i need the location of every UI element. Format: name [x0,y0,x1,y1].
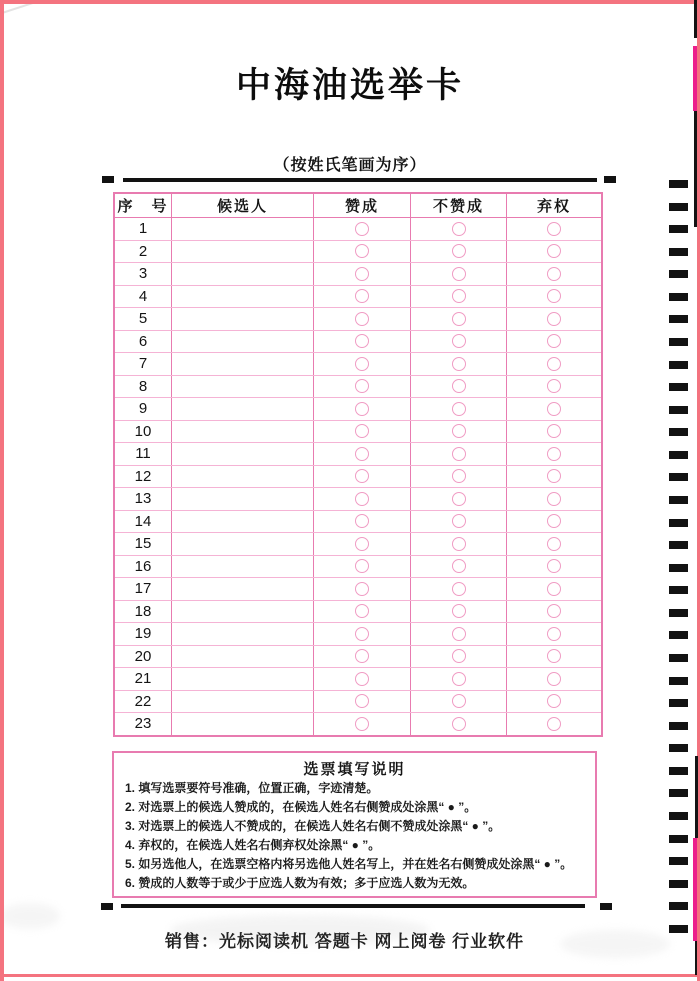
candidate-name-cell[interactable] [172,285,314,308]
bubble-approve[interactable] [355,222,369,236]
timing-mark [669,631,688,639]
approve-cell [314,690,411,713]
timing-mark [669,564,688,572]
timing-mark [669,473,688,481]
sync-bar-top [123,178,597,182]
candidate-name-cell[interactable] [172,578,314,601]
candidate-name-cell[interactable] [172,533,314,556]
bubble-approve[interactable] [355,424,369,438]
timing-mark [669,428,688,436]
bubble-abstain[interactable] [547,559,561,573]
bubble-approve[interactable] [355,334,369,348]
instruction-item: 3. 对选票上的候选人不赞成的，在候选人姓名右侧不赞成处涂黑“ ● ”。 [125,819,501,833]
disapprove-cell [411,600,507,623]
approve-cell [314,465,411,488]
disapprove-cell [411,218,507,241]
bubble-abstain[interactable] [547,469,561,483]
bubble-disapprove[interactable] [452,447,466,461]
abstain-cell [507,533,603,556]
timing-mark [669,293,688,301]
bubble-approve[interactable] [355,244,369,258]
abstain-cell [507,690,603,713]
table-row [114,645,602,668]
bubble-approve[interactable] [355,492,369,506]
bubble-abstain[interactable] [547,649,561,663]
timing-mark [669,654,688,662]
timing-mark [669,270,688,278]
bubble-abstain[interactable] [547,604,561,618]
bubble-abstain[interactable] [547,402,561,416]
disapprove-cell [411,690,507,713]
timing-mark [669,315,688,323]
candidate-name-cell[interactable] [172,443,314,466]
approve-cell [314,600,411,623]
timing-mark [669,835,688,843]
row-number: 20 [114,645,172,668]
row-number: 16 [114,555,172,578]
timing-mark [669,541,688,549]
bubble-disapprove[interactable] [452,649,466,663]
table-row [114,443,602,466]
candidate-name-cell[interactable] [172,510,314,533]
table-row [114,510,602,533]
candidate-name-cell[interactable] [172,398,314,421]
table-row [114,578,602,601]
table-row [114,330,602,353]
approve-cell [314,443,411,466]
bubble-abstain[interactable] [547,537,561,551]
timing-mark [669,586,688,594]
page-edge-top [0,0,700,4]
disapprove-cell [411,465,507,488]
header-abstain: 弃权 [507,193,603,218]
abstain-cell [507,375,603,398]
approve-cell [314,398,411,421]
approve-cell [314,330,411,353]
table-row [114,488,602,511]
approve-cell [314,488,411,511]
row-number: 15 [114,533,172,556]
candidate-name-cell[interactable] [172,555,314,578]
row-number: 22 [114,690,172,713]
bubble-abstain[interactable] [547,627,561,641]
bubble-abstain[interactable] [547,672,561,686]
approve-cell [314,353,411,376]
table-row [114,308,602,331]
row-number: 4 [114,285,172,308]
timing-mark [669,338,688,346]
timing-mark [669,699,688,707]
candidate-name-cell[interactable] [172,690,314,713]
table-row [114,623,602,646]
row-number: 2 [114,240,172,263]
bubble-approve[interactable] [355,447,369,461]
timing-mark [669,722,688,730]
abstain-cell [507,285,603,308]
bubble-disapprove[interactable] [452,424,466,438]
bubble-approve[interactable] [355,582,369,596]
timing-mark [669,180,688,188]
disapprove-cell [411,555,507,578]
abstain-cell [507,420,603,443]
header-disapprove: 不赞成 [411,193,507,218]
abstain-cell [507,555,603,578]
instruction-item: 1. 填写选票要符号准确，位置正确，字迹清楚。 [125,781,379,795]
table-row [114,285,602,308]
bubble-abstain[interactable] [547,424,561,438]
abstain-cell [507,623,603,646]
timing-mark [669,496,688,504]
sync-square-bottom-right [600,903,612,910]
approve-cell [314,263,411,286]
bubble-approve[interactable] [355,559,369,573]
table-row [114,465,602,488]
disapprove-cell [411,420,507,443]
bubble-disapprove[interactable] [452,537,466,551]
bubble-abstain[interactable] [547,357,561,371]
timing-mark [669,609,688,617]
disapprove-cell [411,578,507,601]
abstain-cell [507,600,603,623]
candidate-name-cell[interactable] [172,488,314,511]
approve-cell [314,713,411,736]
row-number: 6 [114,330,172,353]
bubble-approve[interactable] [355,649,369,663]
bubble-abstain[interactable] [547,289,561,303]
bubble-approve[interactable] [355,267,369,281]
sync-bar-bottom [121,904,585,908]
page-subtitle: （按姓氏笔画为序） [273,157,427,174]
bubble-disapprove[interactable] [452,402,466,416]
edge-segment-black [694,0,697,38]
bubble-approve[interactable] [355,469,369,483]
table-row [114,555,602,578]
page-edge-left [0,0,4,981]
bubble-disapprove[interactable] [452,627,466,641]
row-number: 9 [114,398,172,421]
instruction-item: 5. 如另选他人，在选票空格内将另选他人姓名写上，并在姓名右侧赞成处涂黑“ ● ”。 [125,857,573,871]
edge-segment-magenta [693,838,697,941]
timing-mark [669,248,688,256]
instruction-item: 2. 对选票上的候选人赞成的，在候选人姓名右侧赞成处涂黑“ ● ”。 [125,800,477,814]
approve-cell [314,510,411,533]
timing-mark [669,203,688,211]
abstain-cell [507,578,603,601]
row-number: 13 [114,488,172,511]
table-row [114,263,602,286]
bubble-disapprove[interactable] [452,469,466,483]
candidate-name-cell[interactable] [172,645,314,668]
bubble-abstain[interactable] [547,514,561,528]
timing-mark [669,767,688,775]
page-edge-bottom [0,974,700,977]
instructions-box [112,751,597,898]
candidate-name-cell[interactable] [172,420,314,443]
bubble-disapprove[interactable] [452,379,466,393]
abstain-cell [507,398,603,421]
candidate-name-cell[interactable] [172,330,314,353]
approve-cell [314,533,411,556]
header-candidate: 候选人 [172,193,314,218]
timing-mark [669,902,688,910]
bubble-abstain[interactable] [547,582,561,596]
abstain-cell [507,263,603,286]
bubble-approve[interactable] [355,537,369,551]
approve-cell [314,308,411,331]
bubble-approve[interactable] [355,312,369,326]
bubble-disapprove[interactable] [452,222,466,236]
bubble-abstain[interactable] [547,312,561,326]
bubble-approve[interactable] [355,694,369,708]
edge-segment-magenta [693,46,697,111]
edge-segment-black [695,941,697,975]
bubble-disapprove[interactable] [452,604,466,618]
disapprove-cell [411,533,507,556]
abstain-cell [507,218,603,241]
abstain-cell [507,488,603,511]
scan-artifact-smudge [560,930,670,958]
row-number: 23 [114,713,172,736]
timing-mark [669,812,688,820]
disapprove-cell [411,645,507,668]
disapprove-cell [411,398,507,421]
bubble-disapprove[interactable] [452,334,466,348]
disapprove-cell [411,713,507,736]
disapprove-cell [411,510,507,533]
bubble-abstain[interactable] [547,334,561,348]
footer-sales-line: 销售：光标阅读机 答题卡 网上阅卷 行业软件 [165,932,525,951]
candidate-name-cell[interactable] [172,668,314,691]
table-row [114,533,602,556]
approve-cell [314,578,411,601]
disapprove-cell [411,240,507,263]
approve-cell [314,668,411,691]
bubble-disapprove[interactable] [452,514,466,528]
candidate-name-cell[interactable] [172,353,314,376]
header-index: 序 号 [114,193,172,218]
bubble-abstain[interactable] [547,492,561,506]
table-body [114,218,602,736]
scan-artifact-smudge [0,903,60,929]
instructions-title: 选票填写说明 [303,761,406,778]
sync-square-bottom-left [101,903,113,910]
row-number: 21 [114,668,172,691]
candidate-name-cell[interactable] [172,240,314,263]
bubble-disapprove[interactable] [452,492,466,506]
abstain-cell [507,330,603,353]
header-row [114,193,602,218]
bubble-disapprove[interactable] [452,244,466,258]
sync-square-top-left [102,176,114,183]
row-number: 19 [114,623,172,646]
bubble-disapprove[interactable] [452,672,466,686]
row-number: 8 [114,375,172,398]
bubble-approve[interactable] [355,627,369,641]
instructions-list [114,779,595,893]
timing-mark [669,383,688,391]
bubble-approve[interactable] [355,717,369,731]
bubble-approve[interactable] [355,514,369,528]
ballot-table [113,192,603,737]
bubble-approve[interactable] [355,379,369,393]
bubble-abstain[interactable] [547,379,561,393]
table-row [114,398,602,421]
table-row [114,420,602,443]
table-row [114,375,602,398]
candidate-name-cell[interactable] [172,308,314,331]
timing-mark [669,361,688,369]
disapprove-cell [411,623,507,646]
bubble-disapprove[interactable] [452,267,466,281]
row-number: 7 [114,353,172,376]
bubble-approve[interactable] [355,604,369,618]
row-number: 17 [114,578,172,601]
approve-cell [314,623,411,646]
bubble-disapprove[interactable] [452,357,466,371]
approve-cell [314,218,411,241]
bubble-approve[interactable] [355,357,369,371]
row-number: 3 [114,263,172,286]
table-row [114,353,602,376]
disapprove-cell [411,375,507,398]
approve-cell [314,375,411,398]
timing-mark [669,925,688,933]
timing-mark [669,451,688,459]
disapprove-cell [411,488,507,511]
abstain-cell [507,240,603,263]
timing-mark [669,857,688,865]
disapprove-cell [411,353,507,376]
abstain-cell [507,308,603,331]
approve-cell [314,240,411,263]
abstain-cell [507,645,603,668]
candidate-name-cell[interactable] [172,600,314,623]
instruction-item: 6. 赞成的人数等于或少于应选人数为有效；多于应选人数为无效。 [125,876,475,890]
disapprove-cell [411,285,507,308]
candidate-name-cell[interactable] [172,375,314,398]
header-approve: 赞成 [314,193,411,218]
disapprove-cell [411,668,507,691]
row-number: 14 [114,510,172,533]
bubble-abstain[interactable] [547,694,561,708]
candidate-name-cell[interactable] [172,263,314,286]
table-row [114,240,602,263]
ballot-table-header [114,193,602,218]
candidate-name-cell[interactable] [172,465,314,488]
timing-marks-column [669,0,688,981]
table-row [114,218,602,241]
timing-mark [669,789,688,797]
bubble-approve[interactable] [355,672,369,686]
bubble-disapprove[interactable] [452,559,466,573]
bubble-abstain[interactable] [547,244,561,258]
timing-mark [669,880,688,888]
page-title: 中海油选举卡 [235,66,464,105]
row-number: 5 [114,308,172,331]
bubble-abstain[interactable] [547,717,561,731]
table-row [114,713,602,736]
bubble-disapprove[interactable] [452,582,466,596]
edge-segment-black [695,756,698,838]
instruction-item: 4. 弃权的，在候选人姓名右侧弃权处涂黑“ ● ”。 [125,838,381,852]
candidate-name-cell[interactable] [172,623,314,646]
timing-mark [669,406,688,414]
table-row [114,690,602,713]
bubble-disapprove[interactable] [452,717,466,731]
disapprove-cell [411,443,507,466]
bubble-disapprove[interactable] [452,289,466,303]
row-number: 11 [114,443,172,466]
abstain-cell [507,713,603,736]
edge-segment-black [694,111,697,227]
disapprove-cell [411,263,507,286]
disapprove-cell [411,330,507,353]
table-row [114,600,602,623]
timing-mark [669,744,688,752]
bubble-disapprove[interactable] [452,312,466,326]
candidate-name-cell[interactable] [172,713,314,736]
abstain-cell [507,353,603,376]
sync-square-top-right [604,176,616,183]
bubble-abstain[interactable] [547,222,561,236]
bubble-disapprove[interactable] [452,694,466,708]
bubble-abstain[interactable] [547,267,561,281]
timing-mark [669,677,688,685]
row-number: 10 [114,420,172,443]
bubble-approve[interactable] [355,402,369,416]
abstain-cell [507,510,603,533]
bubble-approve[interactable] [355,289,369,303]
candidate-name-cell[interactable] [172,218,314,241]
approve-cell [314,420,411,443]
approve-cell [314,285,411,308]
abstain-cell [507,443,603,466]
row-number: 12 [114,465,172,488]
approve-cell [314,645,411,668]
timing-mark [669,225,688,233]
table-row [114,668,602,691]
disapprove-cell [411,308,507,331]
approve-cell [314,555,411,578]
bubble-abstain[interactable] [547,447,561,461]
timing-mark [669,519,688,527]
row-number: 1 [114,218,172,241]
abstain-cell [507,465,603,488]
abstain-cell [507,668,603,691]
row-number: 18 [114,600,172,623]
